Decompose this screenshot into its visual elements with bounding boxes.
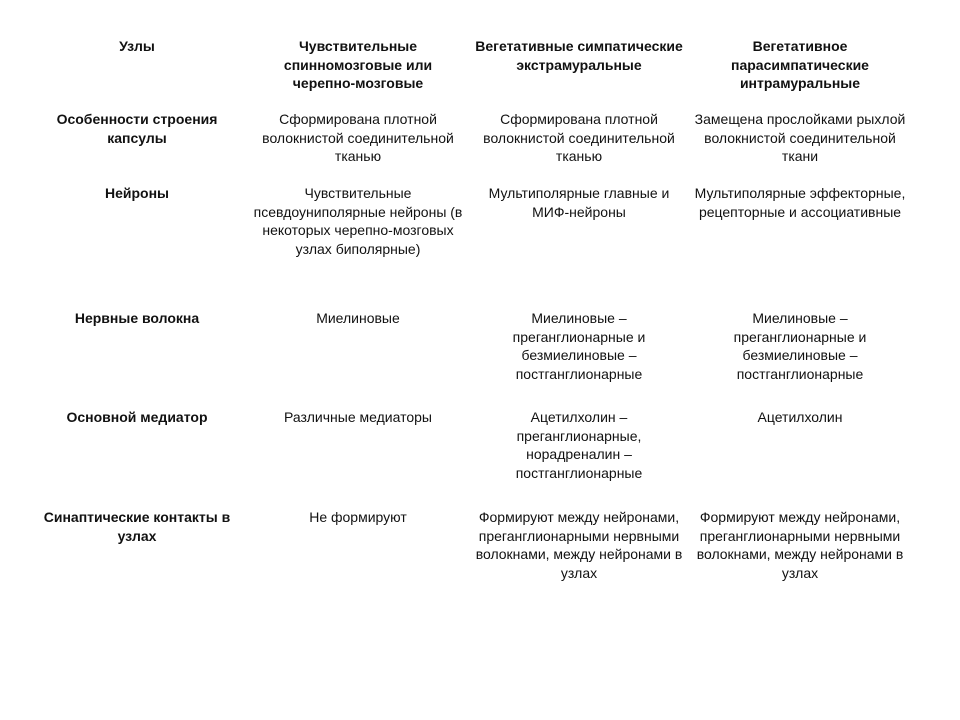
table-cell: Сформирована плотной волокнистой соединительной тканью: [262, 111, 454, 164]
table-cell: Ацетилхолин – преганглионарные, норадреналин – постганглионарные: [515, 409, 643, 481]
table-cell: Чувствительные псевдоуниполярные нейроны (в некоторых черепно-мозговых узлах биполярные): [253, 185, 463, 257]
table-cell: Замещена прослойками рыхлой волокнистой соединительной ткани: [694, 111, 906, 164]
row-label-nerve-fibers: Нервные волокна: [74, 310, 200, 326]
table-cell: Формируют между нейронами, преганглионарными нервными волокнами, между нейронами в узлах: [696, 509, 904, 581]
table-cell: Миелиновые – преганглионарные и безмиелиновые – постганглионарные: [512, 310, 646, 382]
table-cell: Мультиполярные эффекторные, рецепторные и ассоциативные: [694, 185, 906, 220]
header-cell-parasympathetic: Вегетативное парасимпатические интрамуральные: [731, 38, 869, 91]
header-cell-sensory: Чувствительные спинномозговые или черепно-мозговые: [283, 38, 433, 91]
table-cell: Мультиполярные главные и МИФ-нейроны: [488, 185, 670, 220]
table-cell: Миелиновые: [316, 310, 400, 326]
row-label-neurons: Нейроны: [104, 185, 170, 201]
row-label-synaptic-contacts: Синаптические контакты в узлах: [43, 509, 231, 544]
table-cell: Формируют между нейронами, преганглионарными нервными волокнами, между нейронами в узлах: [475, 509, 683, 581]
table-cell: Миелиновые – преганглионарные и безмиелиновые – постганглионарные: [733, 310, 867, 382]
table-cell: Различные медиаторы: [284, 409, 432, 425]
row-label-capsule: Особенности строения капсулы: [56, 111, 218, 146]
header-cell-nodes: Узлы: [119, 38, 155, 54]
header-cell-sympathetic: Вегетативные симпатические экстрамуральные: [475, 38, 683, 73]
table-cell: Ацетилхолин: [757, 409, 843, 425]
row-label-mediator: Основной медиатор: [66, 409, 208, 425]
table-cell: Не формируют: [309, 509, 407, 525]
table-cell: Сформирована плотной волокнистой соединительной тканью: [483, 111, 675, 164]
